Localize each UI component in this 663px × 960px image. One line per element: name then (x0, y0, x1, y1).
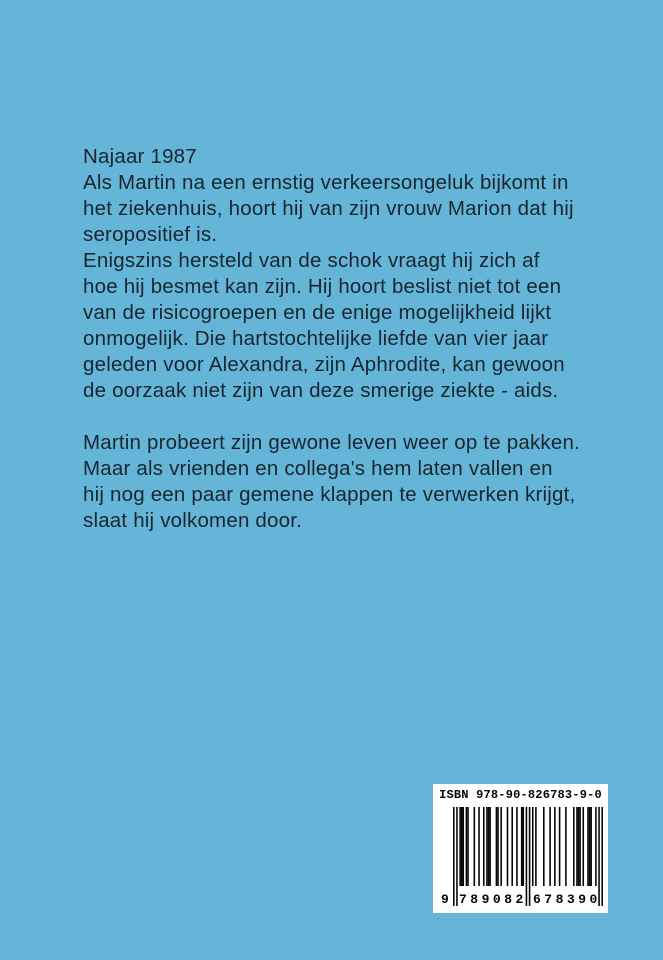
text-line: Maar als vrienden en collega's hem laten vallen en (83, 457, 553, 480)
synopsis (83, 144, 613, 534)
barcode-digit-left: 9 (441, 892, 449, 907)
isbn-label: ISBN 978-90-826783-9-0 (439, 788, 602, 802)
synopsis-paragraph-2 (83, 430, 613, 534)
text-line: geleden voor Alexandra, zijn Aphrodite, kan gewoon (83, 353, 565, 376)
text-line: Martin probeert zijn gewone leven weer op te pakken. (83, 431, 580, 454)
barcode-panel (433, 784, 608, 913)
barcode-bars (441, 807, 603, 907)
text-line: Najaar 1987 (83, 145, 197, 168)
text-line: hoe hij besmet kan zijn. Hij hoort beslist niet tot een (83, 275, 562, 298)
text-line: seropositief is. (83, 223, 218, 246)
barcode-digits-left-group: 789082 (459, 892, 527, 907)
text-line: van de risicogroepen en de enige mogelijkheid lijkt (83, 301, 552, 324)
synopsis-paragraph-1 (83, 144, 613, 404)
text-line: Als Martin na een ernstig verkeersongeluk bijkomt in (83, 171, 569, 194)
text-line: hij nog een paar gemene klappen te verwerken krijgt, (83, 483, 576, 506)
text-line: onmogelijk. Die hartstochtelijke liefde van vier jaar (83, 327, 549, 350)
text-line: slaat hij volkomen door. (83, 509, 303, 532)
text-line: de oorzaak niet zijn van deze smerige ziekte - aids. (83, 379, 559, 402)
barcode-digits-right-group: 678390 (533, 892, 601, 907)
text-line: Enigszins hersteld van de schok vraagt hij zich af (83, 249, 540, 272)
text-line: het ziekenhuis, hoort hij van zijn vrouw Marion dat hij (83, 197, 574, 220)
